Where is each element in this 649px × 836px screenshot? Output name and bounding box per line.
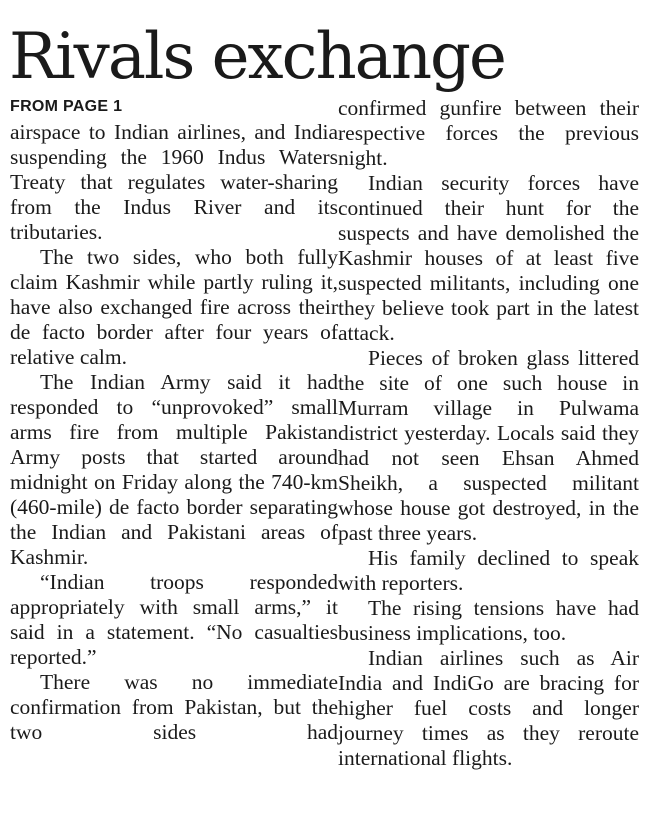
paragraph: “Indian troops responded appropriately with small arms,” it said in a statement. “No casualties reported.” — [10, 570, 338, 669]
article-column-left — [10, 96, 338, 745]
paragraph: The two sides, who both fully claim Kashmir while partly ruling it, have also exchanged fire across their de facto border after four years of relative calm. — [10, 245, 338, 369]
paragraph: There was no immediate confirmation from Pakistan, but the two sides had — [10, 670, 338, 744]
paragraph: Pieces of broken glass littered the site of one such house in Murram village in Pulwama district yesterday. Locals said they had not seen Ehsan Ahmed Sheikh, a suspected militant whose house got destroyed, in the past three years. — [338, 346, 639, 545]
paragraph: The rising tensions have had business implications, too. — [338, 596, 639, 645]
paragraph: The Indian Army said it had responded to “unprovoked” small arms fire from multiple Pakistan Army posts that started around midnight on Friday along the 740-km (460-mile) de facto border separating the Indian and Pakistani areas of Kashmir. — [10, 370, 338, 569]
paragraph: confirmed gunfire between their respective forces the previous night. — [338, 96, 639, 170]
continuation-kicker: FROM PAGE 1 — [10, 98, 123, 115]
paragraph: Indian airlines such as Air India and IndiGo are bracing for higher fuel costs and longer journey times as they reroute international flights. — [338, 646, 639, 770]
article-column-right — [338, 96, 639, 771]
paragraph: His family declined to speak with reporters. — [338, 546, 639, 595]
paragraph: airspace to Indian airlines, and India suspending the 1960 Indus Waters Treaty that regulates water-sharing from the Indus River and its tributaries. — [10, 120, 338, 244]
paragraph: Indian security forces have continued their hunt for the suspects and have demolished the Kashmir houses of at least five suspected militants, including one they believe took part in the latest attack. — [338, 171, 639, 345]
headline: Rivals exchange — [9, 20, 505, 94]
